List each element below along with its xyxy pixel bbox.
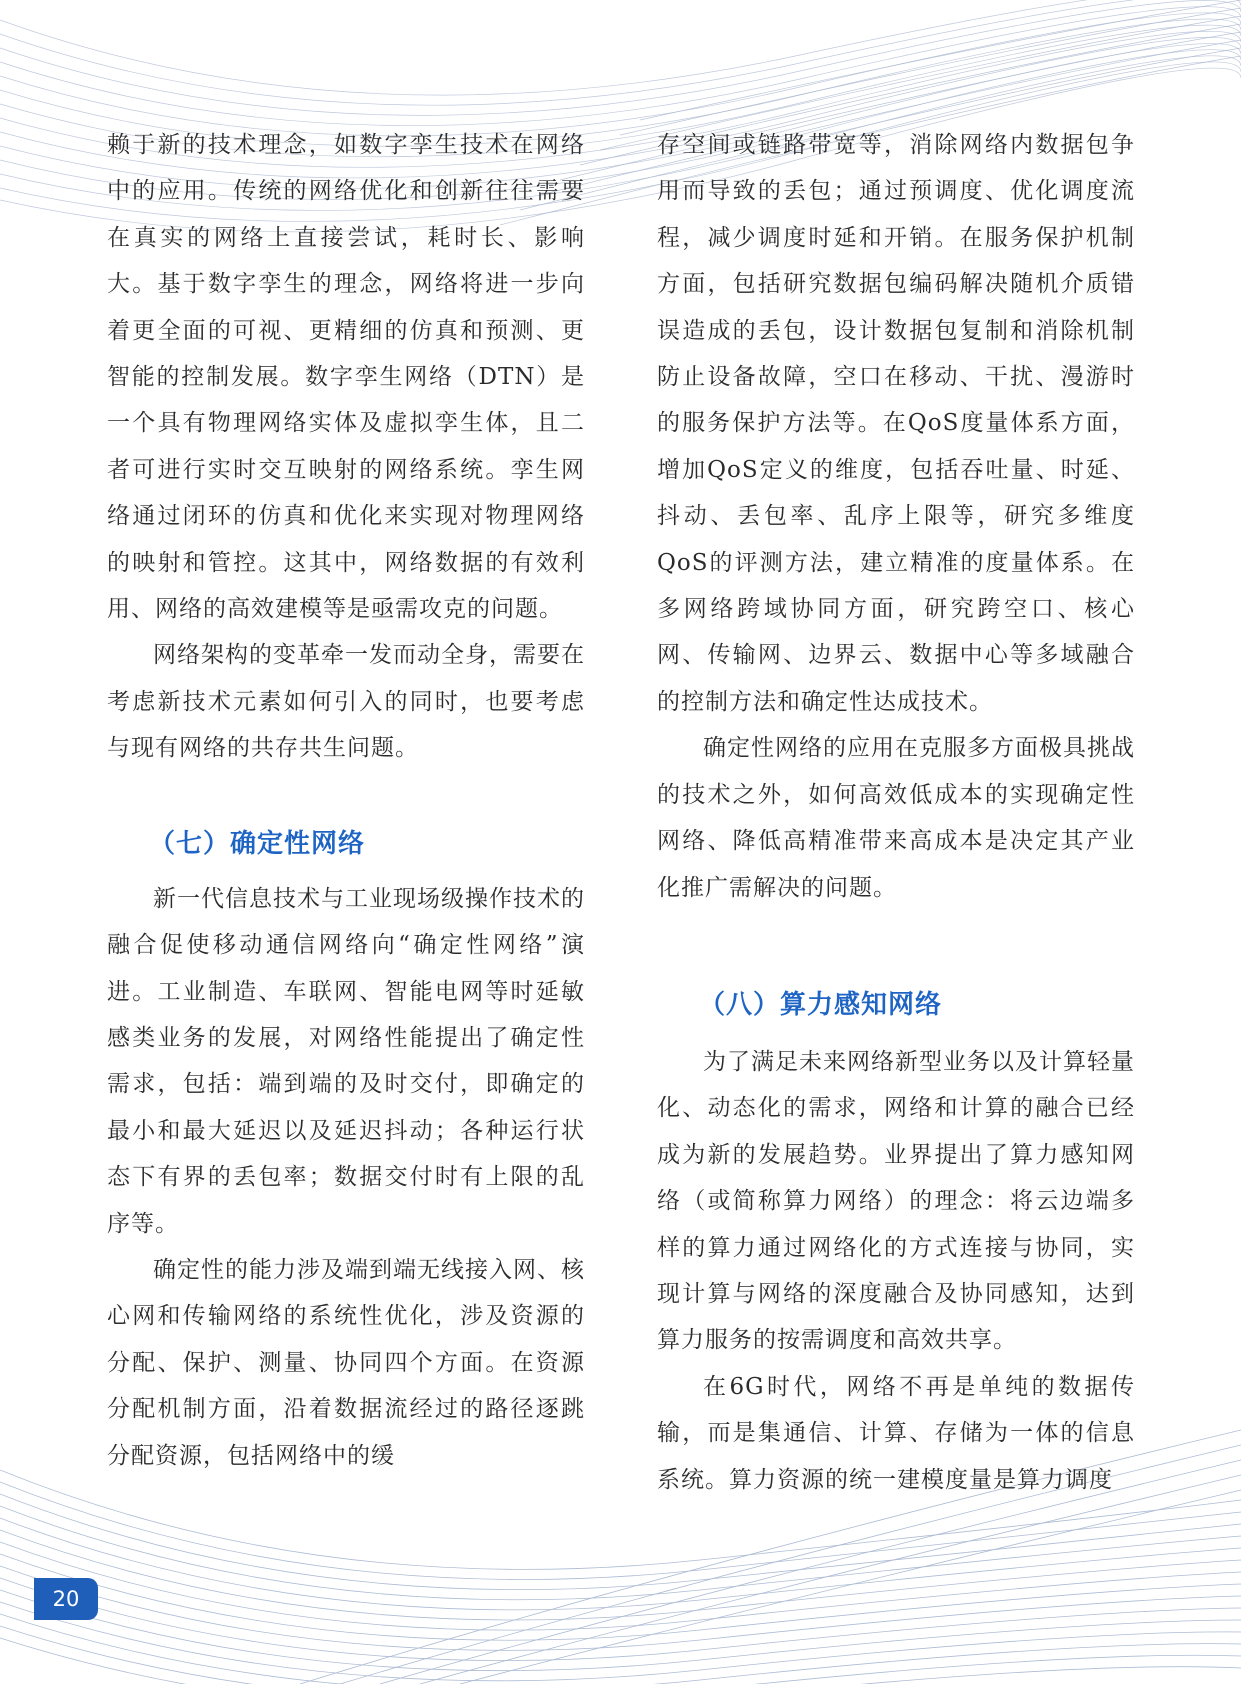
paragraph: 确定性网络的应用在克服多方面极具挑战的技术之外，如何高效低成本的实现确定性网络、降低高精准带来高成本是决定其产业化推广需解决的问题。 xyxy=(657,735,1135,901)
paragraph: 在6G时代，网络不再是单纯的数据传输，而是集通信、计算、存储为一体的信息系统。算力资源的统一建模度量是算力调度 xyxy=(657,1373,1135,1493)
paragraph: 存空间或链路带宽等，消除网络内数据包争用而导致的丢包；通过预调度、优化调度流程，减少调度时延和开销。在服务保护机制方面，包括研究数据包编码解决随机介质错误造成的丢包，设计数据包复制和消除机制防止设备故障，空口在移动、干扰、漫游时的服务保护方法等。在QoS度量体系方面，增加QoS定义的维度，包括吞吐量、时延、抖动、丢包率、乱序上限等，研究多维度QoS的评测方法，建立精准的度量体系。在多网络跨域协同方面，研究跨空口、核心网、传输网、边界云、数据中心等多域融合的控制方法和确定性达成技术。 xyxy=(657,132,1135,715)
paragraph: 网络架构的变革牵一发而动全身，需要在考虑新技术元素如何引入的同时，也要考虑与现有网络的共存共生问题。 xyxy=(107,642,585,762)
section-heading-7: （七）确定性网络 xyxy=(149,828,366,859)
right-column xyxy=(657,122,1135,1503)
section-heading-8: （八）算力感知网络 xyxy=(699,989,943,1020)
paragraph: 确定性的能力涉及端到端无线接入网、核心网和传输网络的系统性优化，涉及资源的分配、保护、测量、协同四个方面。在资源分配机制方面，沿着数据流经过的路径逐跳分配资源，包括网络中的缓 xyxy=(107,1256,585,1469)
paragraph: 赖于新的技术理念，如数字孪生技术在网络中的应用。传统的网络优化和创新往往需要在真实的网络上直接尝试，耗时长、影响大。基于数字孪生的理念，网络将进一步向着更全面的可视、更精细的仿真和预测、更智能的控制发展。数字孪生网络（DTN）是一个具有物理网络实体及虚拟孪生体，且二者可进行实时交互映射的网络系统。孪生网络通过闭环的仿真和优化来实现对物理网络的映射和管控。这其中，网络数据的有效利用、网络的高效建模等是亟需攻克的问题。 xyxy=(107,132,585,623)
page-number-badge: 20 xyxy=(34,1578,98,1620)
paragraph: 为了满足未来网络新型业务以及计算轻量化、动态化的需求，网络和计算的融合已经成为新的发展趋势。业界提出了算力感知网络（或简称算力网络）的理念：将云边端多样的算力通过网络化的方式连接与协同，实现计算与网络的深度融合及协同感知，达到算力服务的按需调度和高效共享。 xyxy=(657,1048,1135,1354)
left-column xyxy=(107,122,585,1479)
paragraph: 新一代信息技术与工业现场级操作技术的融合促使移动通信网络向“确定性网络”演进。工业制造、车联网、智能电网等时延敏感类业务的发展，对网络性能提出了确定性需求，包括：端到端的及时交付，即确定的最小和最大延迟以及延迟抖动；各种运行状态下有界的丢包率；数据交付时有上限的乱序等。 xyxy=(107,885,585,1237)
